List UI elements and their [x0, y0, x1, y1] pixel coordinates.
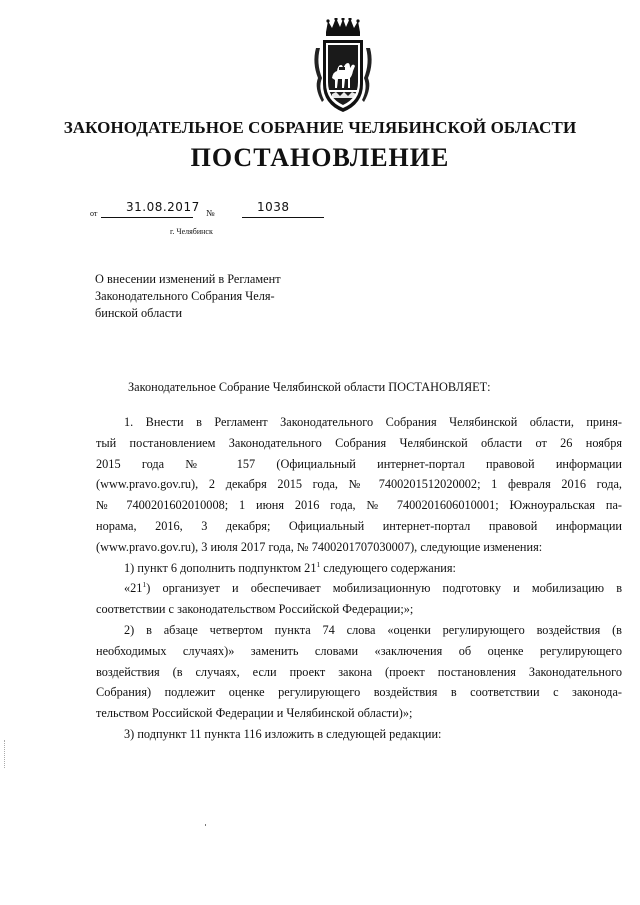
subitem-1 — [96, 558, 622, 579]
quoted-item-line2: соответствии с законодательством Российской Федерации;»; — [96, 602, 414, 617]
quoted-item-text: ) организует и обеспечивает мобилизационную подготовку и мобилизацию в — [146, 581, 622, 596]
superscript: 1 — [142, 580, 147, 590]
document-date: 31.08.2017 — [126, 200, 200, 214]
subitem-1-tail: следующего содержания: — [320, 560, 456, 575]
subject-line: Законодательного Собрания Челя- — [95, 289, 275, 303]
body-line: 2015 года № 157 (Официальный интернет-портал правовой информации — [96, 456, 622, 471]
subject-line: О внесении изменений в Регламент — [95, 272, 281, 286]
body-line: 1. Внести в Регламент Законодательного Собрания Челябинской области, приня- — [124, 415, 622, 429]
body-line: № 7400201602010008; 1 июня 2016 года, № 7400201606010001; Южноуральская па- — [96, 498, 622, 513]
body-line: (www.pravo.gov.ru), 3 июля 2017 года, № 7400201707030007), следующие изменения: — [96, 539, 543, 554]
preamble: Законодательное Собрание Челябинской области ПОСТАНОВЛЯЕТ: — [128, 380, 491, 394]
quoted-item — [96, 578, 622, 599]
chelyabinsk-coat-of-arms-icon — [312, 18, 374, 116]
scan-artifact — [205, 824, 206, 826]
document-type-title: ПОСТАНОВЛЕНИЕ — [190, 143, 450, 172]
subitem-3: 3) подпункт 11 пункта 116 изложить в следующей редакции: — [124, 726, 442, 741]
number-label: № — [206, 208, 215, 218]
subitem-1-text: 1) пункт 6 дополнить подпунктом 21 — [124, 560, 317, 575]
document-body — [96, 412, 622, 745]
subitem-2-line: необходимых случаях)» заменить словами «заключения об оценке регулирующего — [96, 643, 622, 658]
subitem-2-line: Собрания) подлежит оценке регулирующего воздействия в соответствии с законода- — [96, 685, 622, 700]
date-underline — [101, 217, 193, 218]
document-meta — [90, 200, 350, 240]
date-label: от — [90, 209, 98, 218]
subitem-2-line: 2) в абзаце четвертом пункта 74 слова «оценки регулирующего воздействия (в — [124, 622, 622, 637]
organization-name: ЗАКОНОДАТЕЛЬНОЕ СОБРАНИЕ ЧЕЛЯБИНСКОЙ ОБЛАСТИ — [63, 118, 577, 137]
body-line: тый постановлением Законодательного Собрания Челябинской области от 26 ноября — [96, 435, 622, 450]
quoted-item-start: «21 — [124, 581, 143, 596]
body-line: (www.pravo.gov.ru), 2 декабря 2015 года, № 7400201512020002; 1 февраля 2016 года, — [96, 477, 622, 492]
subject-line: бинской области — [95, 306, 183, 320]
document-subject — [95, 271, 325, 322]
document-number: 1038 — [257, 200, 290, 214]
superscript: 1 — [316, 559, 321, 569]
body-line: норама, 2016, 3 декабря; Официальный интернет-портал правовой информации — [96, 518, 622, 533]
subitem-2-line: воздействия (в случаях, если проект закона (проект постановления Законодательного — [96, 664, 622, 679]
scan-artifact — [4, 740, 6, 768]
subitem-2-line: тельством Российской Федерации и Челябинской области)»; — [96, 706, 413, 721]
number-underline — [242, 217, 324, 218]
document-city: г. Челябинск — [170, 227, 213, 236]
